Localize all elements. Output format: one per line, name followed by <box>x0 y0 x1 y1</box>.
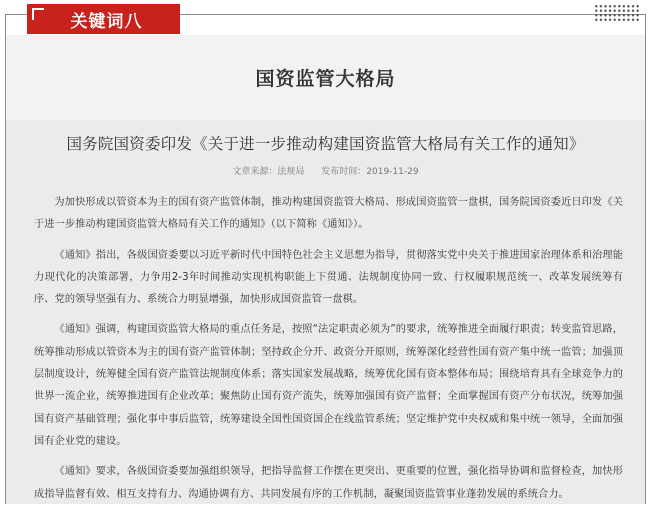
article-paragraph: 为加快形成以管资本为主的国有资产监管体制，推动构建国资监管大格局、形成国资监管一盘棋，国务院国资委近日印发《关于进一步推动构建国资监管大格局有关工作的通知》（以下简称《通知》）。 <box>34 197 623 231</box>
dot-grid-decoration <box>594 4 640 22</box>
section-title-band <box>6 35 645 120</box>
article-source: 文章来源：法规局 <box>232 167 305 177</box>
section-keyword-label: 关键词八 <box>70 11 143 32</box>
article-paragraph: 《通知》要求，各级国资委要加强组织领导，把指导监督工作摆在更突出、更重要的位置，强化指导协调和监督检查，加快形成指导监督有效、相互支持有力、沟通协调有方、共同发展有序的工作机制，凝聚国资监管事业蓬勃发展的系统合力。 <box>34 466 623 500</box>
article-paragraph: 《通知》强调，构建国资监管大格局的重点任务是，按照“法定职责必须为”的要求，统筹推进全面履行职责；转变监管思路，统筹推动形成以管资本为主的国有资产监管体制；坚持政企分开、政资分开原则，统筹深化经营性国有资产集中统一监管；加强顶层制度设计，统筹健全国有资产监管法规制度体系；落实国家发展战略，统筹优化国有资本整体布局；围绕培育具有全球竞争力的世界一流企业，统筹推进国有企业改革；聚焦防止国有资产流失，统筹加强国有资产监督；全面掌握国有资产分布状况，统筹加强国有资产基础管理；强化事中事后监管，统筹建设全国性国资国企在线监管系统；坚定维护党中央权威和集中统一领导，全面加强国有企业党的建设。 <box>34 324 623 447</box>
article-screenshot <box>6 120 645 504</box>
article-title: 国务院国资委印发《关于进一步推动构建国资监管大格局有关工作的通知》 <box>66 135 585 153</box>
section-keyword-tag <box>27 4 180 34</box>
tag-corner-bracket-icon <box>32 8 44 20</box>
article-publish-time: 发布时间：2019-11-29 <box>321 167 419 177</box>
article-meta <box>6 164 645 177</box>
article-paragraph: 《通知》指出，各级国资委要以习近平新时代中国特色社会主义思想为指导，贯彻落实党中央关于推进国家治理体系和治理能力现代化的决策部署，力争用2-3年时间推动实现机构职能上下贯通、法规制度协同一致、行权履职规范统一、改革发展统筹有序、党的领导坚强有力、系统合力明显增强，加快形成国资监管一盘棋。 <box>34 249 623 306</box>
section-title: 国资监管大格局 <box>255 68 396 90</box>
content-card <box>5 14 646 504</box>
article-body <box>34 192 623 514</box>
